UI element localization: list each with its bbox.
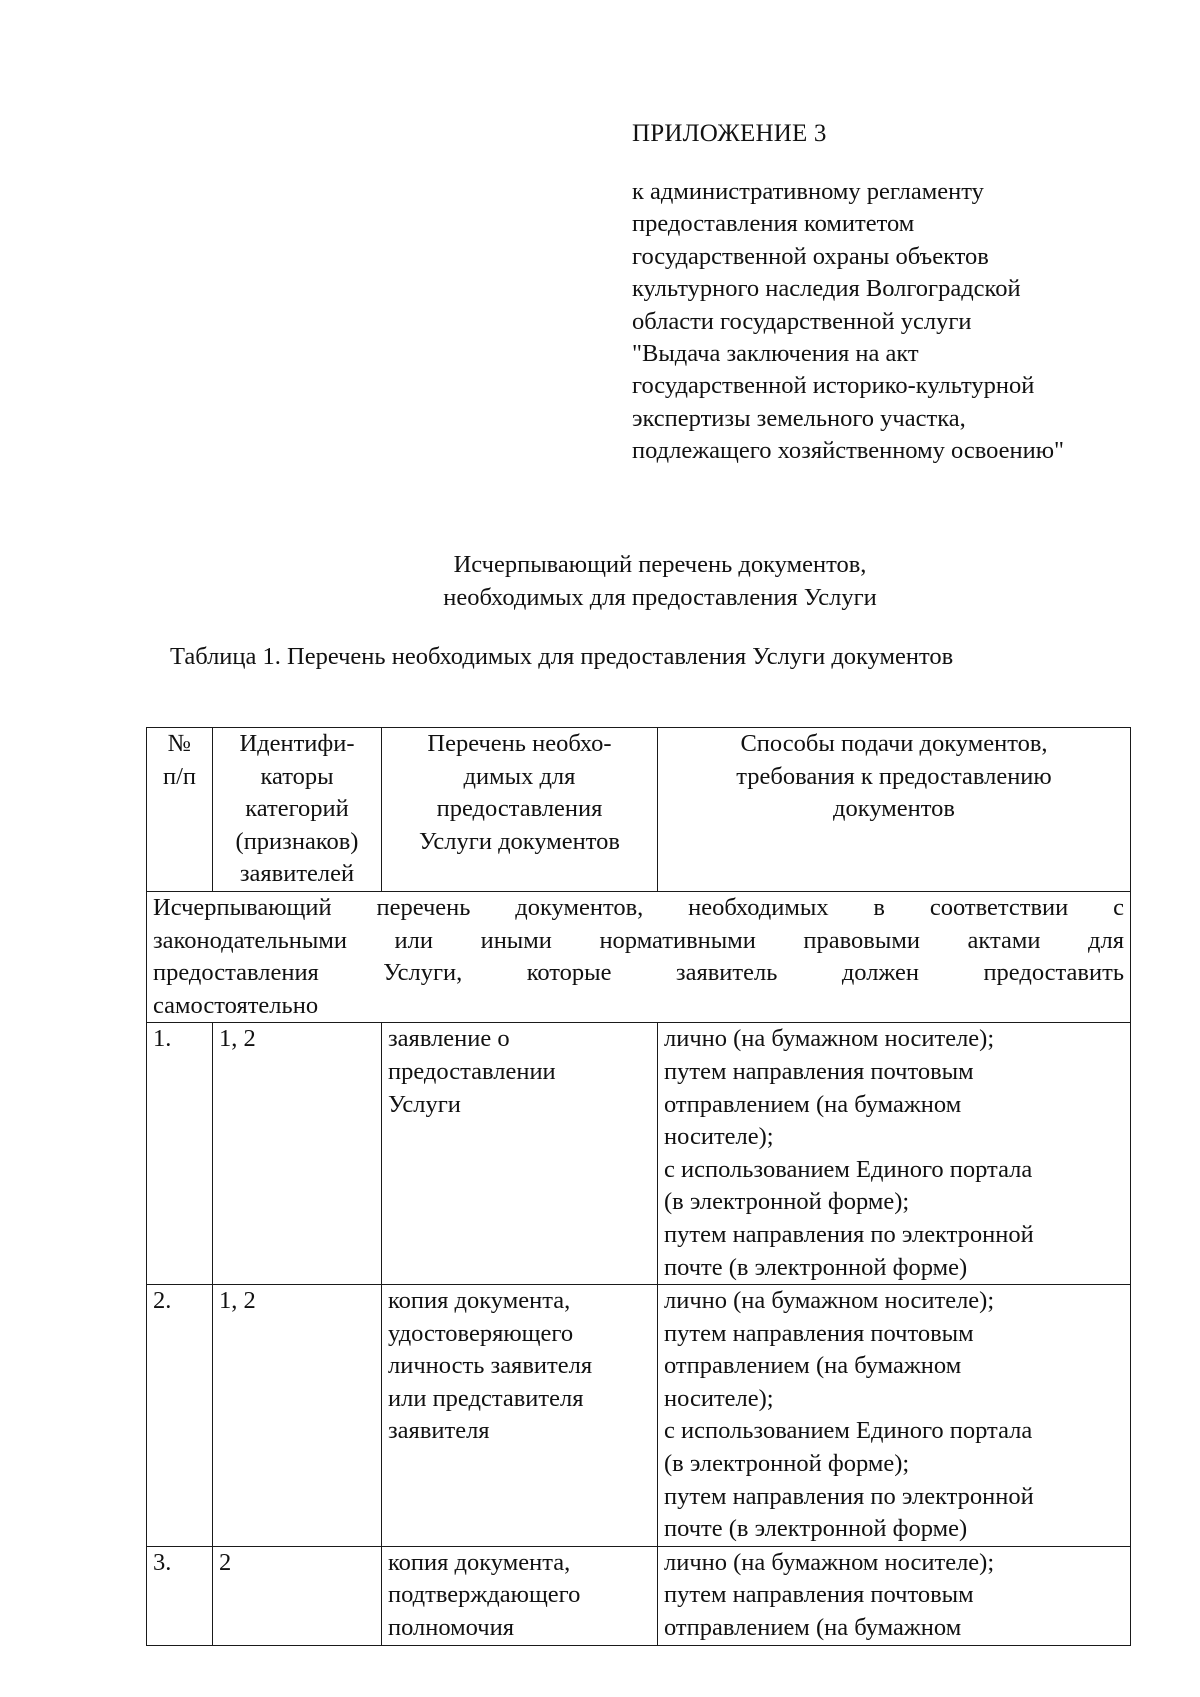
cell-line: удостоверяющего [388, 1319, 574, 1347]
section-line: законодательными или иными нормативными правовыми актами для [153, 926, 1124, 954]
cell-line: лично (на бумажном носителе); [664, 1548, 995, 1576]
row-document [382, 1285, 658, 1547]
row-number: 2. [147, 1285, 213, 1547]
cell-line: подтверждающего [388, 1581, 581, 1609]
appendix-line: подлежащего хозяйственному освоению" [632, 437, 1065, 465]
cell-line: с использованием Единого портала [664, 1417, 1033, 1445]
documents-table [146, 727, 1131, 1646]
heading-line-2: необходимых для предоставления Услуги [443, 584, 877, 611]
header-line: требования к предоставлению [736, 762, 1052, 790]
appendix-line: предоставления комитетом [632, 210, 915, 238]
cell-line: предоставлении [388, 1057, 556, 1085]
header-line: предоставления [436, 795, 603, 823]
cell-line: путем направления почтовым [664, 1319, 974, 1347]
cell-line: или представителя [388, 1384, 584, 1412]
cell-line: отправлением (на бумажном [664, 1614, 962, 1642]
appendix-line: области государственной услуги [632, 307, 972, 335]
heading-line-1: Исчерпывающий перечень документов, [453, 551, 867, 578]
cell-line: почте (в электронной форме) [664, 1253, 968, 1281]
cell-line: Услуги [388, 1090, 461, 1118]
header-line: (признаков) [235, 827, 359, 855]
appendix-line: "Выдача заключения на акт [632, 340, 919, 368]
table-header-row [147, 728, 1131, 892]
table-caption: Таблица 1. Перечень необходимых для предоставления Услуги документов [170, 643, 954, 670]
appendix-line: государственной историко-культурной [632, 372, 1035, 400]
cell-line: носителе); [664, 1384, 774, 1412]
appendix-title: ПРИЛОЖЕНИЕ 3 [632, 120, 827, 147]
cell-line: почте (в электронной форме) [664, 1515, 968, 1543]
appendix-line: государственной охраны объектов [632, 242, 989, 270]
row-methods [658, 1285, 1131, 1547]
appendix-line: культурного наследия Волгоградской [632, 275, 1021, 303]
cell-line: заявителя [388, 1417, 490, 1445]
table-row [147, 1285, 1131, 1547]
header-line: документов [833, 795, 955, 823]
cell-line: копия документа, [388, 1548, 571, 1576]
cell-line: (в электронной форме); [664, 1188, 910, 1216]
header-line: категорий [245, 795, 349, 823]
header-line: № [167, 730, 192, 757]
cell-line: путем направления по электронной [664, 1482, 1034, 1510]
cell-line: личность заявителя [388, 1352, 593, 1380]
appendix-block [632, 118, 1152, 468]
row-methods [658, 1023, 1131, 1285]
cell-line: лично (на бумажном носителе); [664, 1287, 995, 1315]
header-line: Услуги документов [419, 827, 620, 855]
row-applicant-ids: 2 [213, 1546, 382, 1645]
header-line: п/п [162, 762, 197, 790]
header-line: Идентифи- [239, 730, 355, 757]
cell-line: путем направления почтовым [664, 1581, 974, 1609]
row-number: 3. [147, 1546, 213, 1645]
row-applicant-ids: 1, 2 [213, 1023, 382, 1285]
appendix-line: экспертизы земельного участка, [632, 404, 966, 432]
cell-line: копия документа, [388, 1287, 571, 1315]
table-row [147, 1023, 1131, 1285]
section-line: Исчерпывающий перечень документов, необходимых в соответствии с [153, 893, 1124, 921]
section-line: предоставления Услуги, которые заявитель должен предоставить [153, 959, 1124, 987]
table-row [147, 1546, 1131, 1645]
header-line: Способы подачи документов, [740, 730, 1048, 757]
section-line: самостоятельно [153, 991, 319, 1019]
section-text [147, 891, 1131, 1022]
cell-line: с использованием Единого портала [664, 1155, 1033, 1183]
cell-line: отправлением (на бумажном [664, 1090, 962, 1118]
document-heading [0, 548, 1200, 614]
cell-line: отправлением (на бумажном [664, 1352, 962, 1380]
header-num [147, 728, 213, 892]
row-applicant-ids: 1, 2 [213, 1285, 382, 1547]
header-line: каторы [260, 762, 334, 790]
header-line: Перечень необхо- [427, 730, 612, 757]
cell-line: носителе); [664, 1123, 774, 1151]
row-document [382, 1023, 658, 1285]
section-row [147, 891, 1131, 1022]
header-line: димых для [463, 762, 576, 790]
appendix-subtitle [632, 176, 1152, 468]
header-docs [382, 728, 658, 892]
cell-line: заявление о [388, 1025, 510, 1053]
cell-line: лично (на бумажном носителе); [664, 1025, 995, 1053]
row-number: 1. [147, 1023, 213, 1285]
cell-line: (в электронной форме); [664, 1450, 910, 1478]
cell-line: полномочия [388, 1614, 514, 1642]
header-ids [213, 728, 382, 892]
cell-line: путем направления по электронной [664, 1220, 1034, 1248]
cell-line: путем направления почтовым [664, 1057, 974, 1085]
row-methods [658, 1546, 1131, 1645]
table-body [147, 728, 1131, 1646]
header-methods [658, 728, 1131, 892]
row-document [382, 1546, 658, 1645]
appendix-line: к административному регламенту [632, 178, 984, 205]
header-line: заявителей [239, 860, 355, 888]
